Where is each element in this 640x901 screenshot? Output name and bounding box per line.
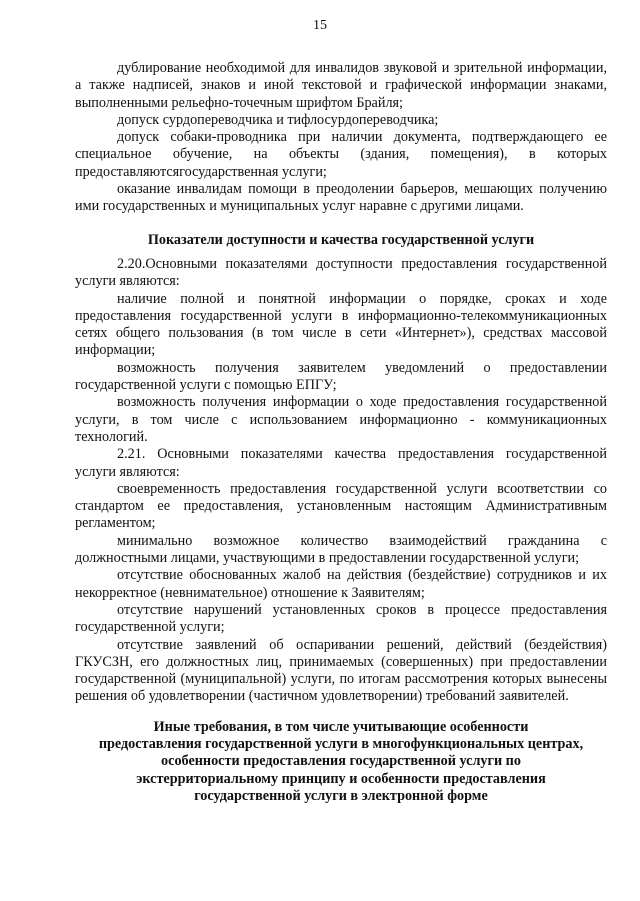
- heading-line: предоставления государственной услуги в многофункциональных центрах,: [98, 735, 584, 752]
- document-body: [75, 60, 607, 805]
- paragraph-braille-duplication: дублирование необходимой для инвалидов звуковой и зрительной информации, а также надписей, знаков и иной текстовой и графической информации знаками, выполненными рельефно-точечным шрифтом Брайля;: [75, 60, 607, 111]
- heading-line: государственной услуги в электронной форме: [194, 787, 488, 804]
- paragraph-assistance: оказание инвалидам помощи в преодолении барьеров, мешающих получению ими государственных и муниципальных услуг наравне с другими лицами.: [75, 181, 607, 215]
- paragraph-timeliness: своевременность предоставления государственной услуги всоответствии со стандартом ее предоставления, установленным настоящим Административным регламентом;: [75, 480, 607, 532]
- paragraph-2-21-intro: 2.21. Основными показателями качества предоставления государственной услуги являются:: [75, 446, 607, 480]
- paragraph-no-deadline-violations: отсутствие нарушений установленных сроков в процессе предоставления государственной услуги;: [75, 601, 607, 636]
- paragraph-progress-information: возможность получения информации о ходе предоставления государственной услуги, в том числе с использованием информационно - коммуникационных технологий.: [75, 394, 607, 445]
- paragraph-epgu-notifications: возможность получения заявителем уведомлений о предоставлении государственной услуги с помощью ЕПГУ;: [75, 359, 607, 394]
- paragraph-full-information: наличие полной и понятной информации о порядке, сроках и ходе предоставления государственной услуги в информационно-телекоммуникационных сетях общего пользования (в том числе в сети «Интернет»), средствах массовой информации;: [75, 290, 607, 359]
- heading-line: Иные требования, в том числе учитывающие особенности: [153, 718, 529, 735]
- paragraph-sign-interpreter: допуск сурдопереводчика и тифлосурдопереводчика;: [117, 111, 439, 128]
- heading-line: экстерриториальному принципу и особенности предоставления: [136, 770, 546, 787]
- paragraph-minimal-interactions: минимально возможное количество взаимодействий гражданина с должностными лицами, участвующими в предоставлении государственной услуги;: [75, 532, 607, 567]
- section-heading-other-requirements: [75, 719, 607, 805]
- paragraph-2-20-intro: 2.20.Основными показателями доступности предоставления государственной услуги являются:: [75, 255, 607, 290]
- page-number: 15: [313, 18, 327, 33]
- section-heading-accessibility: Показатели доступности и качества государственной услуги: [147, 231, 535, 248]
- heading-line: особенности предоставления государственной услуги по: [161, 753, 521, 770]
- paragraph-no-complaints: отсутствие обоснованных жалоб на действия (бездействие) сотрудников и их некорректное (невнимательное) отношение к Заявителям;: [75, 567, 607, 601]
- paragraph-guide-dog: допуск собаки-проводника при наличии документа, подтверждающего ее специальное обучение, на объекты (здания, помещения), в которых предоставляютсягосударственная услуги;: [75, 129, 607, 180]
- paragraph-no-challenges: отсутствие заявлений об оспаривании решений, действий (бездействия) ГКУСЗН, его должностных лиц, принимаемых (совершенных) при предоставлении государственной (муниципальной) услуги, по итогам рассмотрения которых вынесены решения об удовлетворении (частичном удовлетворении) требований заявителей.: [75, 636, 607, 705]
